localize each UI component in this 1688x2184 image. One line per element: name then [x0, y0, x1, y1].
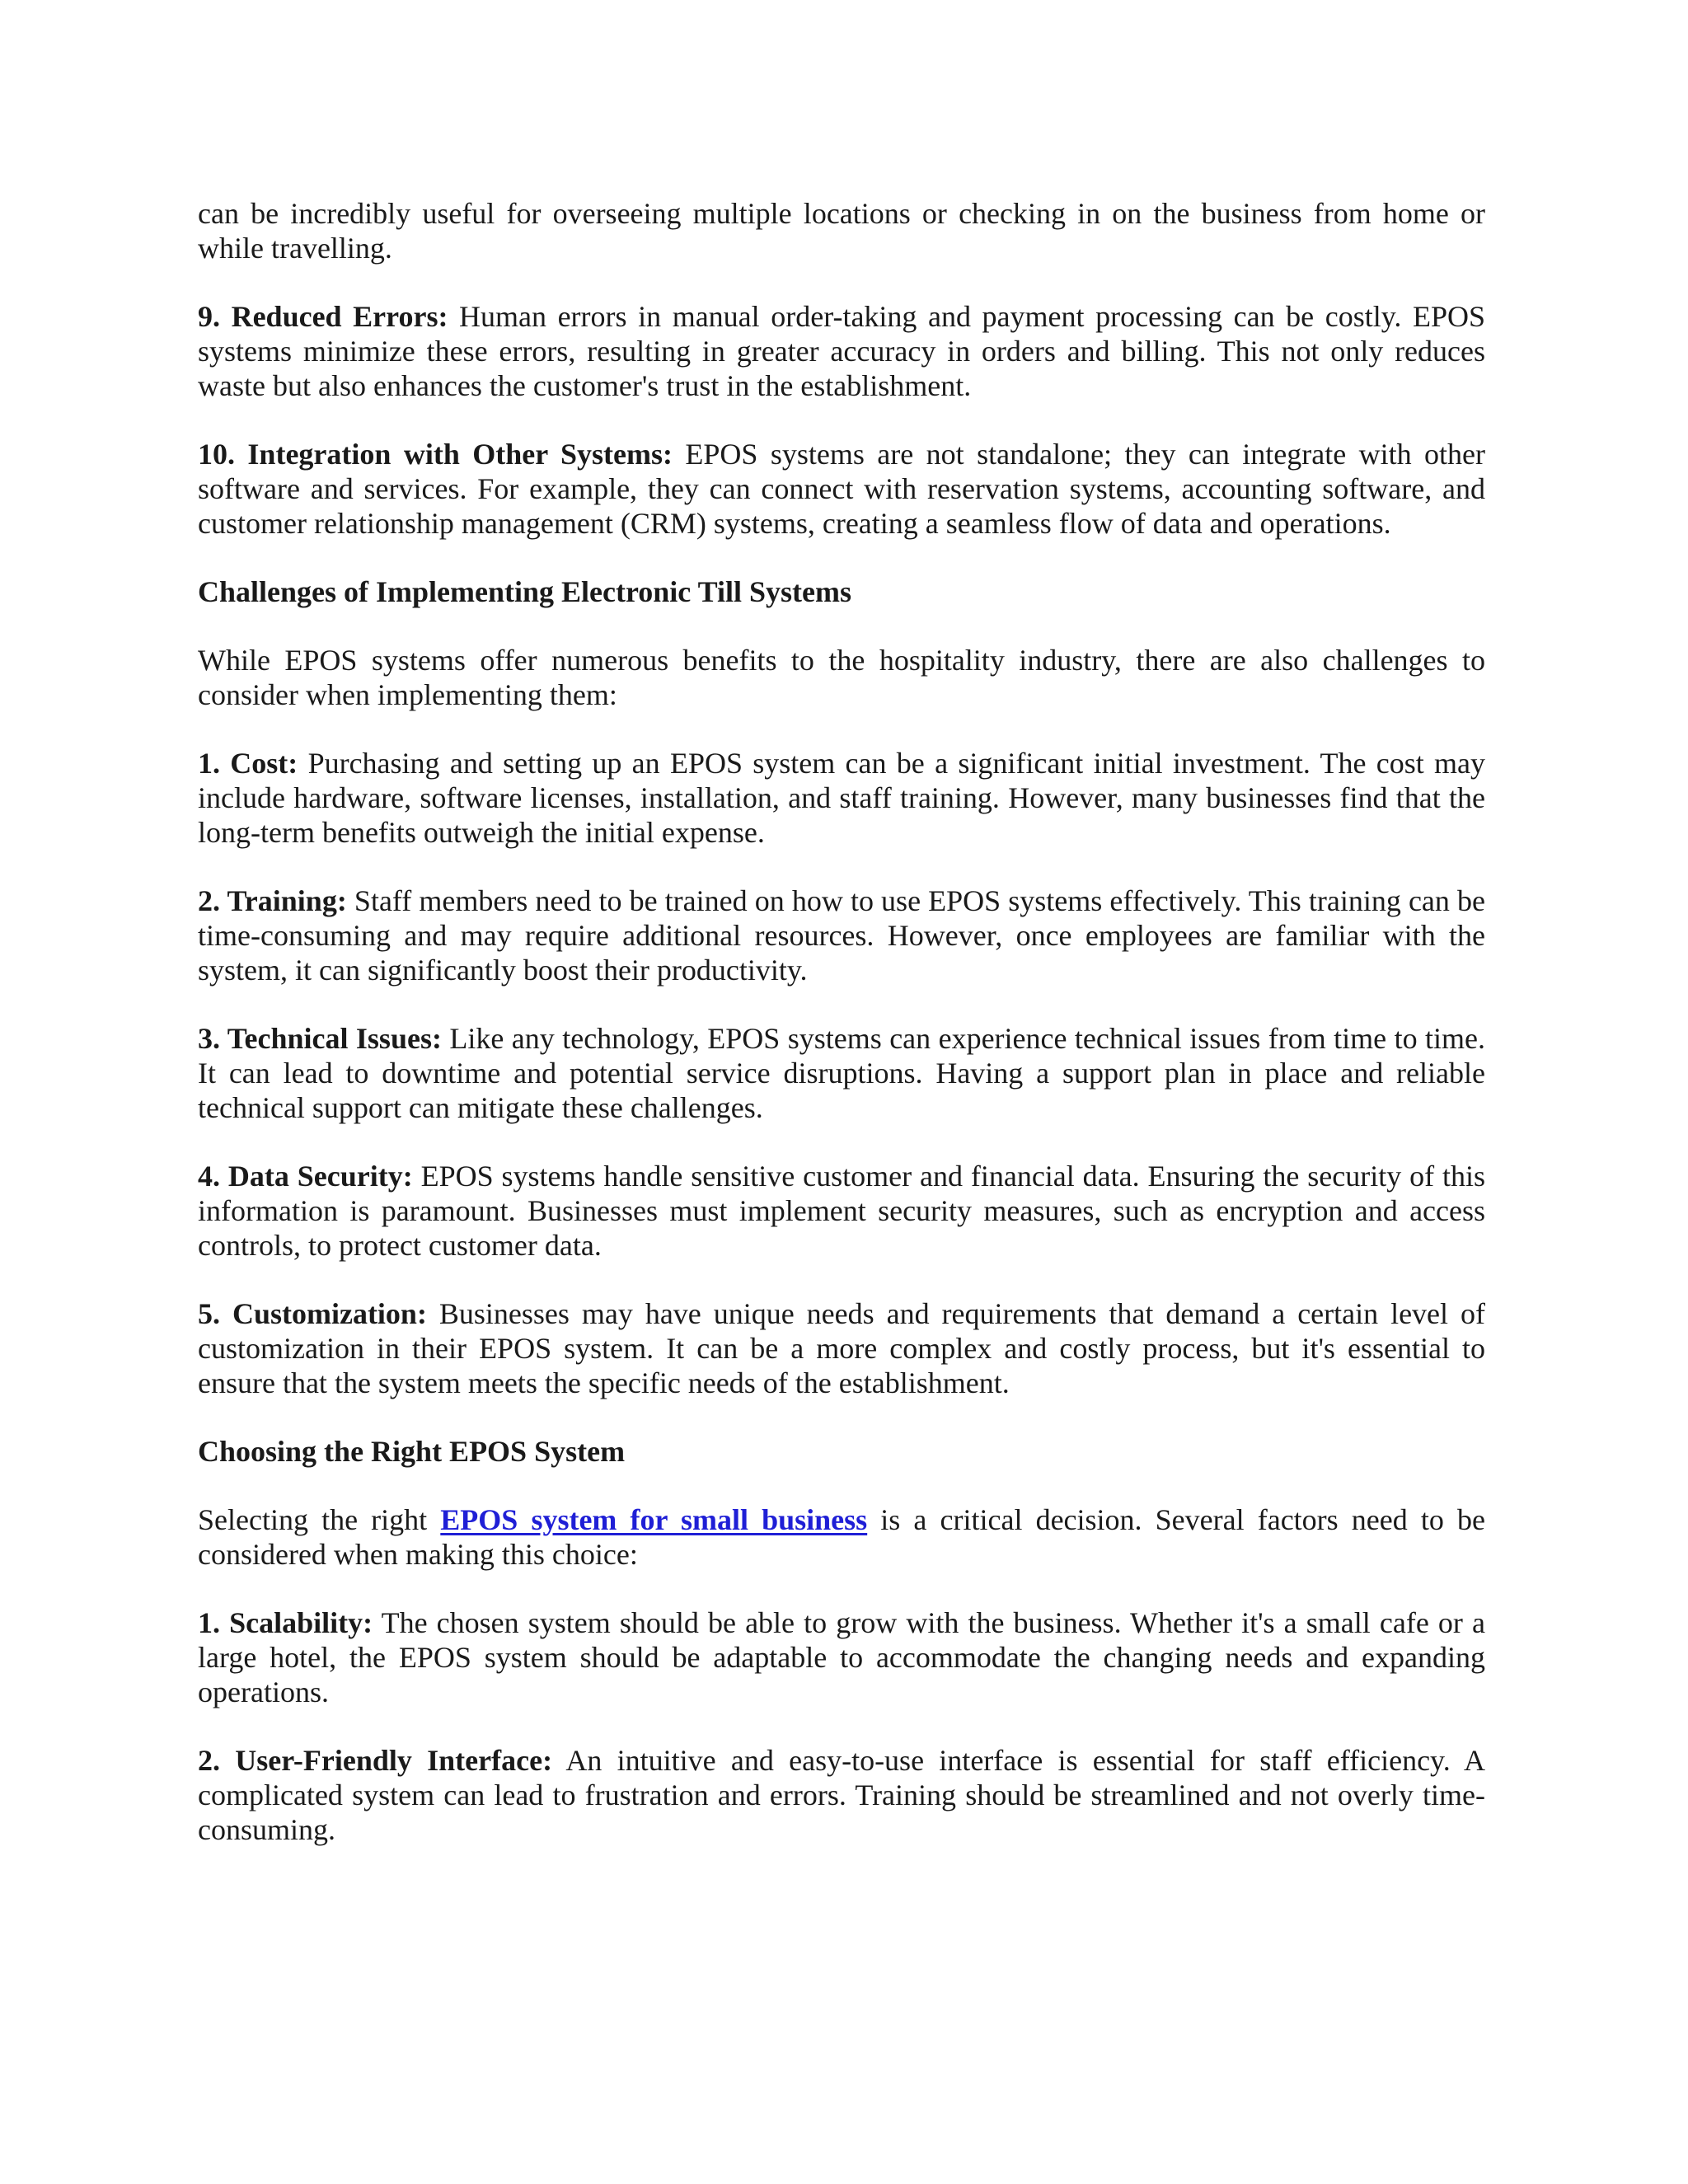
item-lead: 10. Integration with Other Systems:: [198, 438, 673, 471]
item-lead: 9. Reduced Errors:: [198, 300, 448, 333]
scalability-item: [198, 1605, 1485, 1709]
item-lead: 5. Customization:: [198, 1297, 427, 1330]
item-lead: 2. Training:: [198, 884, 347, 917]
item-text: Like any technology, EPOS systems can experience technical issues from time to time. It can lead to downtime and potential service disruptions. Having a support plan in place and reliable technical support can mitigate these challenges.: [198, 1022, 1485, 1124]
item-lead: 1. Scalability:: [198, 1606, 373, 1639]
item-lead: 1. Cost:: [198, 747, 298, 780]
item-text: Businesses may have unique needs and requirements that demand a certain level of customization in their EPOS system. It can be a more complex and costly process, but it's essential to ensure that the system meets the specific needs of the establishment.: [198, 1297, 1485, 1399]
item-lead: 2. User-Friendly Interface:: [198, 1744, 553, 1777]
item-text: Purchasing and setting up an EPOS system can be a significant initial investment. The cost may include hardware, software licenses, installation, and staff training. However, many businesses find that the long-term benefits outweigh the initial expense.: [198, 747, 1486, 849]
item-text: An intuitive and easy-to-use interface is essential for staff efficiency. A complicated system can lead to frustration and errors. Training should be streamlined and not overly time-consuming.: [198, 1744, 1485, 1846]
item-text: EPOS systems are not standalone; they can integrate with other software and services. For example, they can connect with reservation systems, accounting software, and customer relationship management (CRM) systems, creating a seamless flow of data and operations.: [198, 438, 1485, 540]
challenges-intro-paragraph: [198, 643, 1485, 712]
paragraph-text-before-link: Selecting the right: [198, 1503, 441, 1536]
technical-issues-item: [198, 1021, 1485, 1125]
cost-item: [198, 746, 1485, 850]
integration-item: [198, 437, 1485, 541]
user-friendly-item: [198, 1743, 1485, 1847]
customization-item: [198, 1296, 1485, 1400]
item-lead: 4. Data Security:: [198, 1160, 413, 1193]
choosing-heading: Choosing the Right EPOS System: [198, 1435, 626, 1468]
item-text: Human errors in manual order-taking and payment processing can be costly. EPOS systems minimize these errors, resulting in greater accuracy in orders and billing. This not only reduces waste but also enhances the customer's trust in the establishment.: [198, 300, 1485, 402]
training-item: [198, 883, 1485, 987]
challenges-heading: Challenges of Implementing Electronic Till Systems: [198, 575, 852, 608]
epos-small-business-link[interactable]: EPOS system for small business: [440, 1503, 868, 1536]
item-lead: 3. Technical Issues:: [198, 1022, 442, 1055]
data-security-item: [198, 1159, 1485, 1263]
intro-continuation-paragraph: [198, 196, 1485, 265]
item-text: The chosen system should be able to grow with the business. Whether it's a small cafe or a large hotel, the EPOS system should be adaptable to accommodate the changing needs and expanding operations.: [198, 1606, 1485, 1708]
item-text: EPOS systems handle sensitive customer and financial data. Ensuring the security of this information is paramount. Businesses must implement security measures, such as encryption and access controls, to protect customer data.: [198, 1160, 1485, 1262]
item-text: Staff members need to be trained on how to use EPOS systems effectively. This training can be time-consuming and may require additional resources. However, once employees are familiar with the system, it can significantly boost their productivity.: [198, 884, 1486, 987]
reduced-errors-item: [198, 299, 1485, 403]
paragraph-text-after-link: is a critical decision. Several factors need to be considered when making this choice:: [198, 1503, 1485, 1571]
selecting-paragraph: [198, 1502, 1485, 1572]
document-body: [198, 196, 1485, 1881]
paragraph-text: can be incredibly useful for overseeing multiple locations or checking in on the business from home or while travelling.: [198, 197, 1485, 265]
paragraph-text: While EPOS systems offer numerous benefits to the hospitality industry, there are also challenges to consider when implementing them:: [198, 644, 1485, 711]
